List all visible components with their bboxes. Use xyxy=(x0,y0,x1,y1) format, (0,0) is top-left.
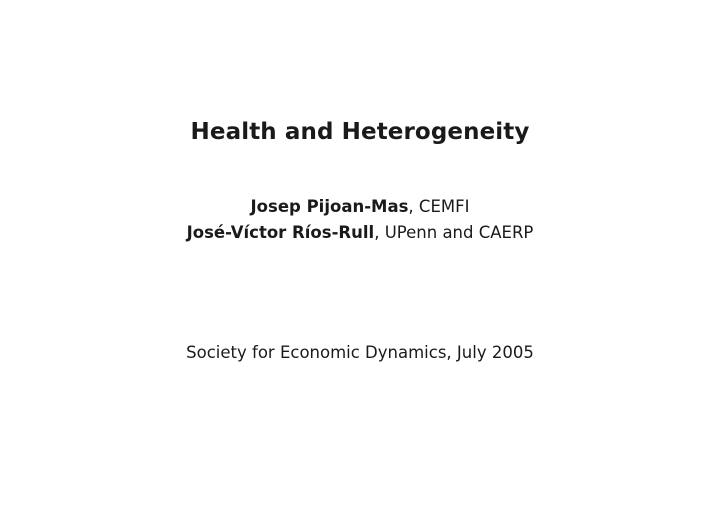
presentation-title: Health and Heterogeneity xyxy=(190,119,530,145)
author-name: José-Víctor Ríos-Rull xyxy=(186,223,375,242)
author-affiliation: CEMFI xyxy=(418,197,470,216)
author-separator: , xyxy=(374,223,385,242)
author-name: Josep Pijoan-Mas xyxy=(250,197,409,216)
venue-and-date: Society for Economic Dynamics, July 2005 xyxy=(186,343,534,362)
author-line-1 xyxy=(0,196,720,218)
author-separator: , xyxy=(408,197,419,216)
author-affiliation: UPenn and CAERP xyxy=(384,223,534,242)
author-line-2 xyxy=(0,222,720,244)
